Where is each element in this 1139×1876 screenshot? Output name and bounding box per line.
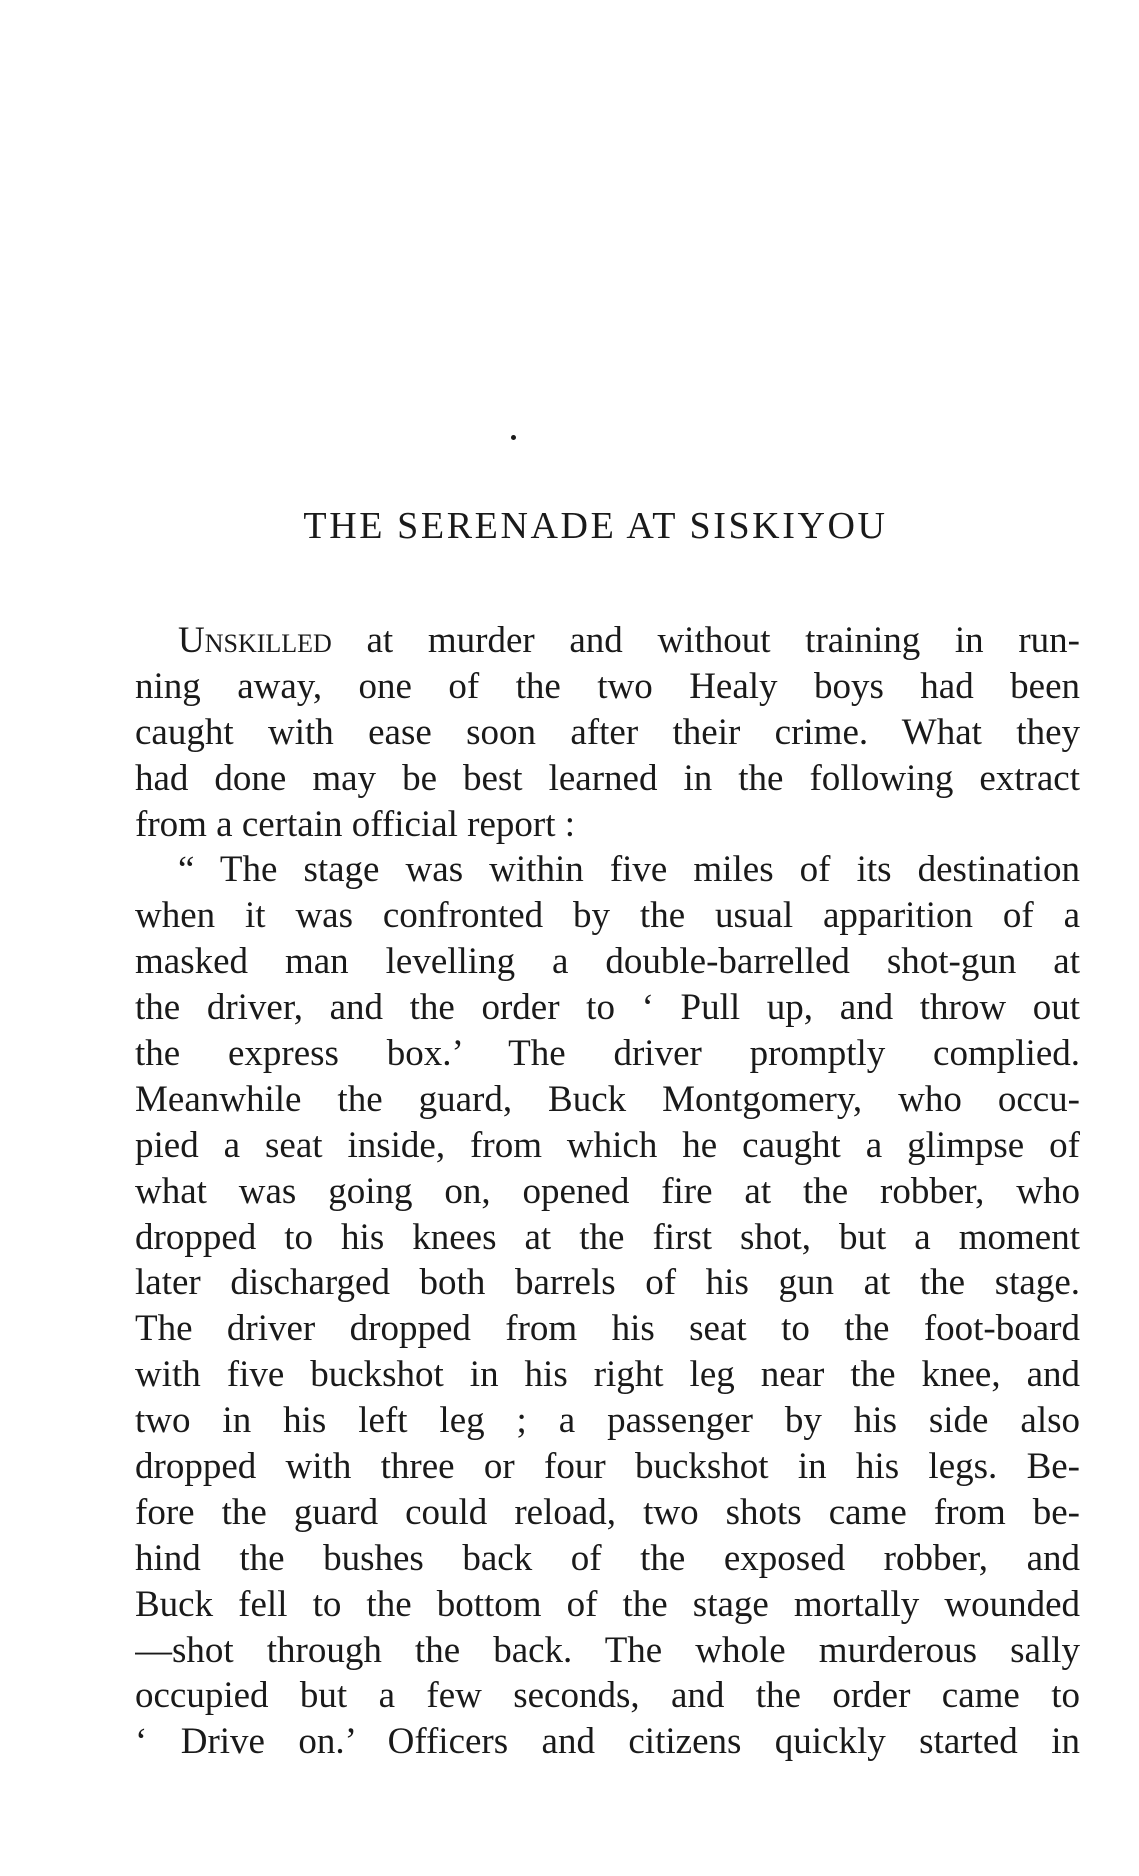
- text-line: fore the guard could reload, two shots came from be-: [135, 1491, 1080, 1533]
- text-line: caught with ease soon after their crime. What they: [135, 711, 1080, 753]
- body-text: [135, 618, 1080, 1765]
- text-line: ning away, one of the two Healy boys had been: [135, 665, 1080, 707]
- text-line: “ The stage was within five miles of its destination: [178, 849, 1080, 891]
- line-text: at murder and without training in run-: [331, 620, 1080, 661]
- text-line: had done may be best learned in the following extract: [135, 757, 1080, 799]
- text-line: with five buckshot in his right leg near the knee, and: [135, 1354, 1080, 1396]
- text-line: ‘ Drive on.’ Officers and citizens quickly started in: [135, 1721, 1080, 1763]
- ornament-dot: [511, 435, 516, 440]
- text-line: dropped to his knees at the first shot, but a moment: [135, 1216, 1080, 1258]
- text-line: from a certain official report :: [135, 803, 576, 845]
- text-line: masked man levelling a double-barrelled shot-gun at: [135, 941, 1080, 983]
- text-line: The driver dropped from his seat to the foot-board: [135, 1308, 1080, 1350]
- text-line: what was going on, opened fire at the robber, who: [135, 1170, 1080, 1212]
- text-line: —shot through the back. The whole murderous sally: [135, 1629, 1080, 1671]
- text-line: when it was confronted by the usual apparition of a: [135, 895, 1080, 937]
- lead-word: Unskilled: [178, 620, 332, 661]
- text-line: the driver, and the order to ‘ Pull up, and throw out: [135, 987, 1080, 1029]
- text-line: two in his left leg ; a passenger by his side also: [135, 1400, 1080, 1442]
- text-line: the express box.’ The driver promptly complied.: [135, 1033, 1080, 1075]
- text-line: occupied but a few seconds, and the order came to: [135, 1675, 1080, 1717]
- text-line: pied a seat inside, from which he caught a glimpse of: [135, 1124, 1080, 1166]
- text-line: dropped with three or four buckshot in his legs. Be-: [135, 1446, 1080, 1488]
- text-line: hind the bushes back of the exposed robber, and: [135, 1537, 1080, 1579]
- text-line: later discharged both barrels of his gun at the stage.: [135, 1262, 1080, 1304]
- text-line: Meanwhile the guard, Buck Montgomery, who occu-: [135, 1078, 1080, 1120]
- chapter-title: THE SERENADE AT SISKIYOU: [303, 505, 888, 547]
- text-line: Buck fell to the bottom of the stage mortally wounded: [135, 1583, 1080, 1625]
- text-line: [135, 618, 1080, 664]
